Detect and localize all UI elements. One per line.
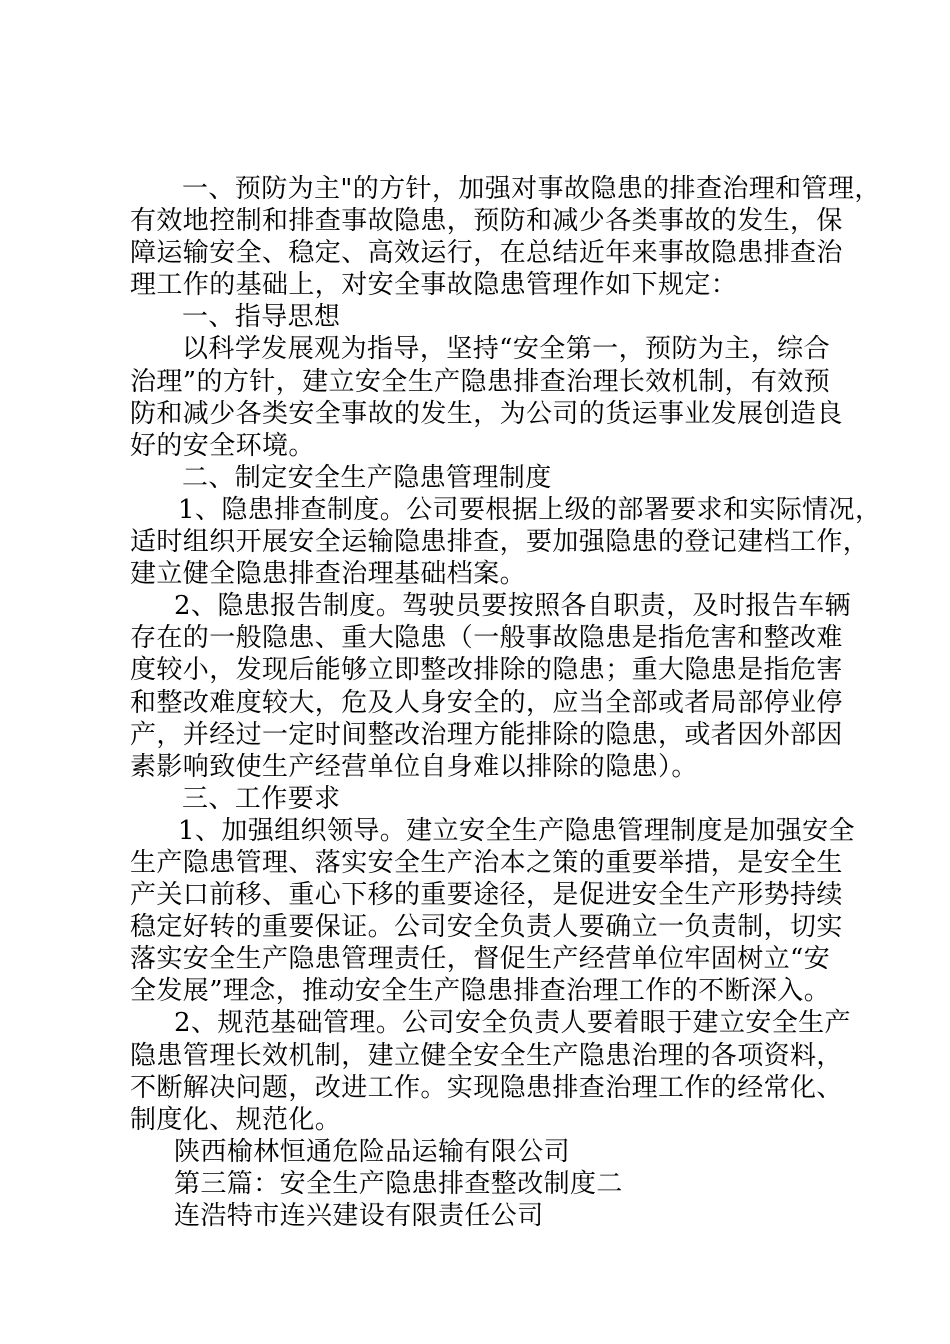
text-line: 治理”的方针，建立安全生产隐患排查治理长效机制，有效预 bbox=[130, 366, 831, 397]
text-line: 和整改难度较大，危及人身安全的，应当全部或者局部停业停 bbox=[130, 687, 843, 718]
company-name-2: 连浩特市连兴建设有限责任公司 bbox=[174, 1201, 544, 1231]
text-line: 不断解决问题，改进工作。实现隐患排查治理工作的经常化、 bbox=[130, 1072, 843, 1103]
section-heading: 一、指导思想 bbox=[182, 302, 341, 333]
text-line: 产关口前移、重心下移的重要途径，是促进安全生产形势持续 bbox=[130, 880, 843, 911]
text-line: 度较小，发现后能够立即整改排除的隐患；重大隐患是指危害 bbox=[130, 655, 843, 686]
section-title: 第三篇：安全生产隐患排查整改制度二 bbox=[174, 1168, 623, 1199]
text-line: 有效地控制和排查事故隐患，预防和减少各类事故的发生，保 bbox=[130, 206, 843, 237]
text-line: 以科学发展观为指导，坚持“安全第一，预防为主，综合 bbox=[182, 334, 830, 365]
text-line: 2、规范基础管理。公司安全负责人要着眼于建立安全生产 bbox=[174, 1008, 851, 1039]
paragraph-guiding-thought bbox=[130, 333, 843, 461]
paragraph-report bbox=[130, 590, 851, 783]
text-line: 1、加强组织领导。建立安全生产隐患管理制度是加强安全 bbox=[178, 815, 855, 846]
text-line: 建立健全隐患排查治理基础档案。 bbox=[130, 559, 527, 590]
text-line: 1、隐患排查制度。公司要根据上级的部署要求和实际情况， bbox=[178, 494, 882, 525]
paragraph-basic-management bbox=[130, 1007, 851, 1135]
section-heading: 二、制定安全生产隐患管理制度 bbox=[182, 462, 552, 493]
text-line: 障运输安全、稳定、高效运行，在总结近年来事故隐患排查治 bbox=[130, 238, 843, 269]
document-body bbox=[130, 173, 882, 1232]
text-line: 产，并经过一定时间整改治理方能排除的隐患，或者因外部因 bbox=[130, 719, 843, 750]
text-line: 存在的一般隐患、重大隐患（一般事故隐患是指危害和整改难 bbox=[130, 623, 843, 654]
text-line: 落实安全生产隐患管理责任，督促生产经营单位牢固树立“安 bbox=[130, 944, 831, 975]
text-line: 2、隐患报告制度。驾驶员要按照各自职责，及时报告车辆 bbox=[174, 591, 851, 622]
text-line: 好的安全环境。 bbox=[130, 430, 315, 461]
text-line: 防和减少各类安全事故的发生，为公司的货运事业发展创造良 bbox=[130, 398, 843, 429]
text-line: 全发展”理念，推动安全生产隐患排查治理工作的不断深入。 bbox=[130, 976, 831, 1007]
company-name: 陕西榆林恒通危险品运输有限公司 bbox=[174, 1136, 571, 1167]
text-line: 隐患管理长效机制，建立健全安全生产隐患治理的各项资料， bbox=[130, 1040, 843, 1071]
text-line: 适时组织开展安全运输隐患排查，要加强隐患的登记建档工作， bbox=[130, 527, 870, 558]
text-line: 理工作的基础上，对安全事故隐患管理作如下规定： bbox=[130, 270, 738, 301]
paragraph-inspection bbox=[130, 494, 882, 590]
paragraph-leadership bbox=[130, 815, 855, 1008]
text-line: 生产隐患管理、落实安全生产治本之策的重要举措，是安全生 bbox=[130, 847, 843, 878]
section-heading: 三、工作要求 bbox=[182, 783, 341, 814]
text-line: 一、预防为主"的方针，加强对事故隐患的排查治理和管理， bbox=[182, 174, 881, 204]
paragraph-intro bbox=[130, 173, 881, 301]
text-line: 稳定好转的重要保证。公司安全负责人要确立一负责制，切实 bbox=[130, 912, 843, 943]
text-line: 制度化、规范化。 bbox=[130, 1104, 342, 1135]
text-line: 素影响致使生产经营单位自身难以排除的隐患）。 bbox=[130, 751, 698, 782]
